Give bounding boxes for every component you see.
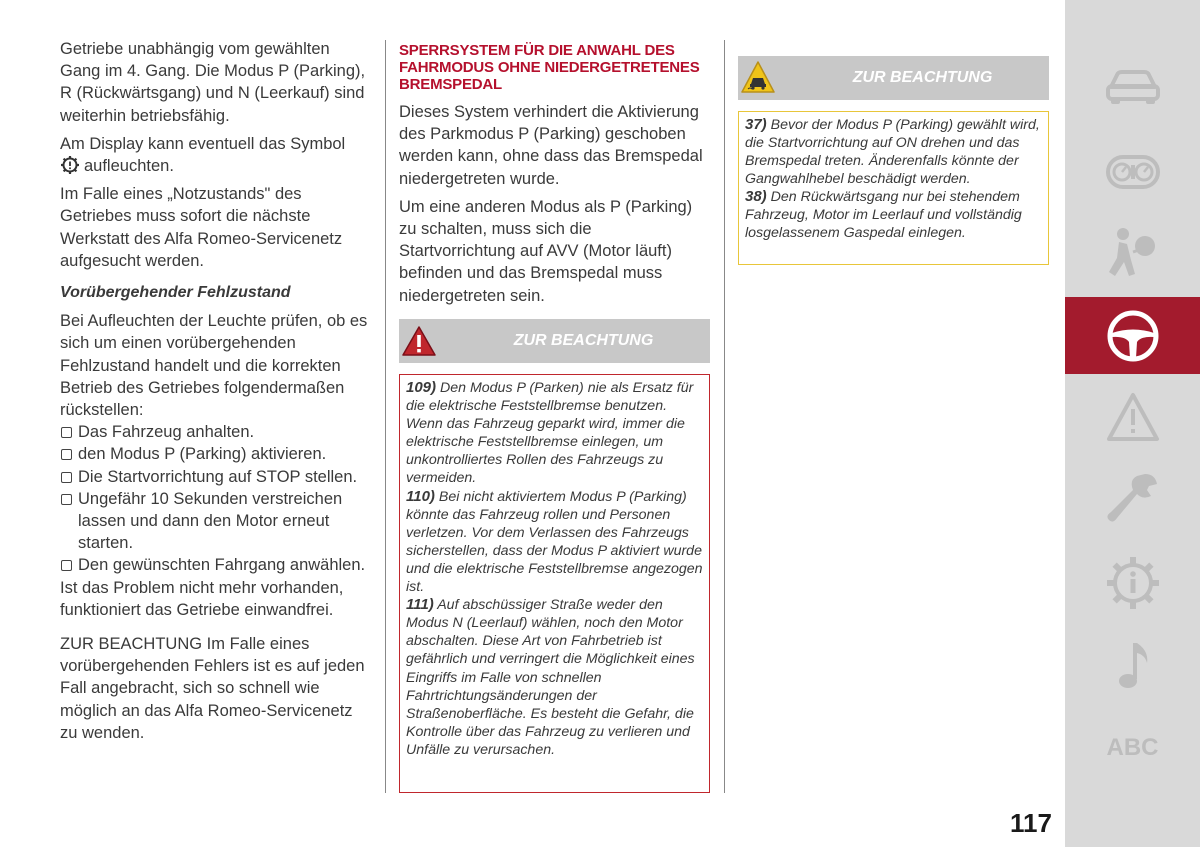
display-symbol-text: Am Display kann eventuell das Symbol	[60, 134, 346, 153]
warning-text: Auf abschüssiger Straße weder den Modus N (Leerlauf) wählen, noch den Motor abschalten. Diese Art von Fahrbetrieb ist gefährlich und verringert die Möglichkeit eines Eingriffs im Falle von schnellen Fahrtrichtungsänderungen der Straßenoberfläche. Es besteht die Gefahr, die Kontrolle über das Fahrzeug zu verlieren und Unfälle zu verursachen.	[406, 597, 695, 758]
fault-subheading: Vorübergehender Fehlzustand	[60, 284, 291, 302]
gearbox-fault-icon	[60, 155, 80, 175]
index-label: ABC	[1106, 734, 1159, 761]
caution-item	[745, 188, 1042, 242]
warning-heading-bar	[399, 319, 710, 363]
nav-warnings[interactable]	[1065, 385, 1200, 449]
caution-number: 37)	[745, 116, 767, 133]
checkbox-bullet-icon	[61, 427, 72, 438]
list-item	[60, 554, 372, 576]
list-item-text: Ungefähr 10 Sekunden verstreichen lassen und dann den Motor erneut starten.	[78, 489, 343, 553]
caution-number: 38)	[745, 188, 767, 205]
caution-text: Den Rückwärtsgang nur bei stehendem Fahrzeug, Motor im Leerlauf und vollständig losgelassenem Gaspedal einlegen.	[745, 189, 1022, 241]
page-number: 117	[1010, 808, 1052, 838]
switch-paragraph: Um eine anderen Modus als P (Parking) zu schalten, muss sich die Startvorrichtung auf AVV (Motor läuft) befinden und das Bremspedal muss niedergetreten sein.	[399, 197, 693, 305]
checkbox-bullet-icon	[61, 472, 72, 483]
info-gear-icon	[1105, 555, 1161, 611]
car-icon	[1105, 67, 1161, 107]
nav-maintenance[interactable]	[1065, 468, 1200, 532]
emergency-paragraph: Im Falle eines „Notzustands" des Getriebes muss sofort die nächste Werkstatt des Alfa Romeo-Servicenetz aufgesucht werden.	[60, 185, 343, 270]
list-item-text: Die Startvorrichtung auf STOP stellen.	[78, 467, 358, 486]
warning-box	[399, 374, 710, 793]
column-divider	[724, 40, 725, 793]
airbag-icon	[1105, 224, 1161, 280]
checkbox-bullet-icon	[61, 494, 72, 505]
warning-text: Bei nicht aktiviertem Modus P (Parking) könnte das Fahrzeug rollen und Personen verletzen. Vor dem Verlassen des Fahrzeugs sicherstellen, dass der Modus P aktiviert wurde und die elektrische Feststellbremse angezogen ist.	[406, 488, 703, 596]
nav-driving[interactable]	[1065, 297, 1200, 374]
checkbox-bullet-icon	[61, 560, 72, 571]
column-divider	[385, 40, 386, 793]
wrench-icon	[1105, 470, 1161, 530]
warning-triangle-icon	[1105, 391, 1161, 443]
nav-technical-data[interactable]	[1065, 551, 1200, 615]
caution-box	[738, 111, 1049, 265]
list-item	[60, 443, 372, 465]
nav-dashboard[interactable]	[1065, 140, 1200, 204]
list-item-text: Das Fahrzeug anhalten.	[78, 423, 255, 442]
section-title: SPERRSYSTEM FÜR DIE ANWAHL DES FAHRMODUS OHNE NIEDERGETRETENES BREMSPEDAL	[399, 42, 700, 93]
warning-number: 109)	[406, 379, 437, 396]
list-item	[60, 421, 372, 443]
warning-heading: ZUR BEACHTUNG	[513, 332, 654, 349]
column-1	[60, 38, 372, 744]
list-item	[60, 466, 372, 488]
column-2	[399, 38, 712, 307]
warning-text: Den Modus P (Parken) nie als Ersatz für die elektrische Feststellbremse benutzen. Wenn das Fahrzeug geparkt wird, immer die elektrische Feststellbremse einlegen, um unkontrolliertes Rollen des Fahrzeugs zu vermeiden.	[406, 380, 694, 487]
warning-item	[406, 488, 703, 597]
dashboard-icon	[1105, 152, 1161, 192]
music-note-icon	[1113, 639, 1153, 691]
caution-item	[745, 116, 1042, 188]
nav-multimedia[interactable]	[1065, 633, 1200, 697]
caution-heading-bar	[738, 56, 1049, 100]
result-paragraph: Ist das Problem nicht mehr vorhanden, funktioniert das Getriebe einwandfrei.	[60, 578, 344, 619]
caution-text: Bevor der Modus P (Parking) gewählt wird, die Startvorrichtung auf ON drehen und das Bremspedal treten. Änderenfalls könnte der Gangwahlhebel beschädigt werden.	[745, 117, 1040, 187]
display-symbol-paragraph	[60, 133, 372, 177]
fault-paragraph: Bei Aufleuchten der Leuchte prüfen, ob es sich um einen vorübergehenden Fehlzustand handelt und die korrekten Betrieb des Getriebes folgendermaßen rückstellen:	[60, 312, 368, 420]
warning-number: 110)	[406, 487, 435, 505]
danger-triangle-icon	[401, 324, 437, 358]
intro-paragraph: Getriebe unabhängig vom gewählten Gang im 4. Gang. Die Modus P (Parking), R (Rückwärtsgang) und N (Leerkauf) sind weiterhin betriebsfähig.	[60, 40, 366, 125]
chapter-sidebar	[1065, 0, 1200, 847]
warning-number: 111)	[406, 596, 434, 614]
list-item-text: den Modus P (Parking) aktivieren.	[78, 445, 327, 464]
list-item-text: Den gewünschten Fahrgang anwählen.	[78, 556, 366, 575]
list-item	[60, 488, 372, 555]
checkbox-bullet-icon	[61, 449, 72, 460]
nav-index[interactable]	[1065, 716, 1200, 780]
note-paragraph: ZUR BEACHTUNG Im Falle eines vorübergehenden Fehlers ist es auf jeden Fall angebracht, sich so schnell wie möglich an das Alfa Romeo-Servicenetz zu wenden.	[60, 635, 365, 742]
display-symbol-text-end: aufleuchten.	[84, 157, 174, 176]
warning-item	[406, 596, 703, 759]
caution-heading: ZUR BEACHTUNG	[852, 69, 993, 86]
steering-wheel-icon	[1105, 308, 1161, 364]
system-paragraph: Dieses System verhindert die Aktivierung des Parkmodus P (Parking) geschoben werden kann, ohne dass das Bremspedal niedergetreten wurde.	[399, 103, 703, 188]
caution-car-icon	[740, 60, 776, 96]
warning-item	[406, 379, 703, 488]
nav-car[interactable]	[1065, 55, 1200, 119]
nav-safety[interactable]	[1065, 220, 1200, 284]
